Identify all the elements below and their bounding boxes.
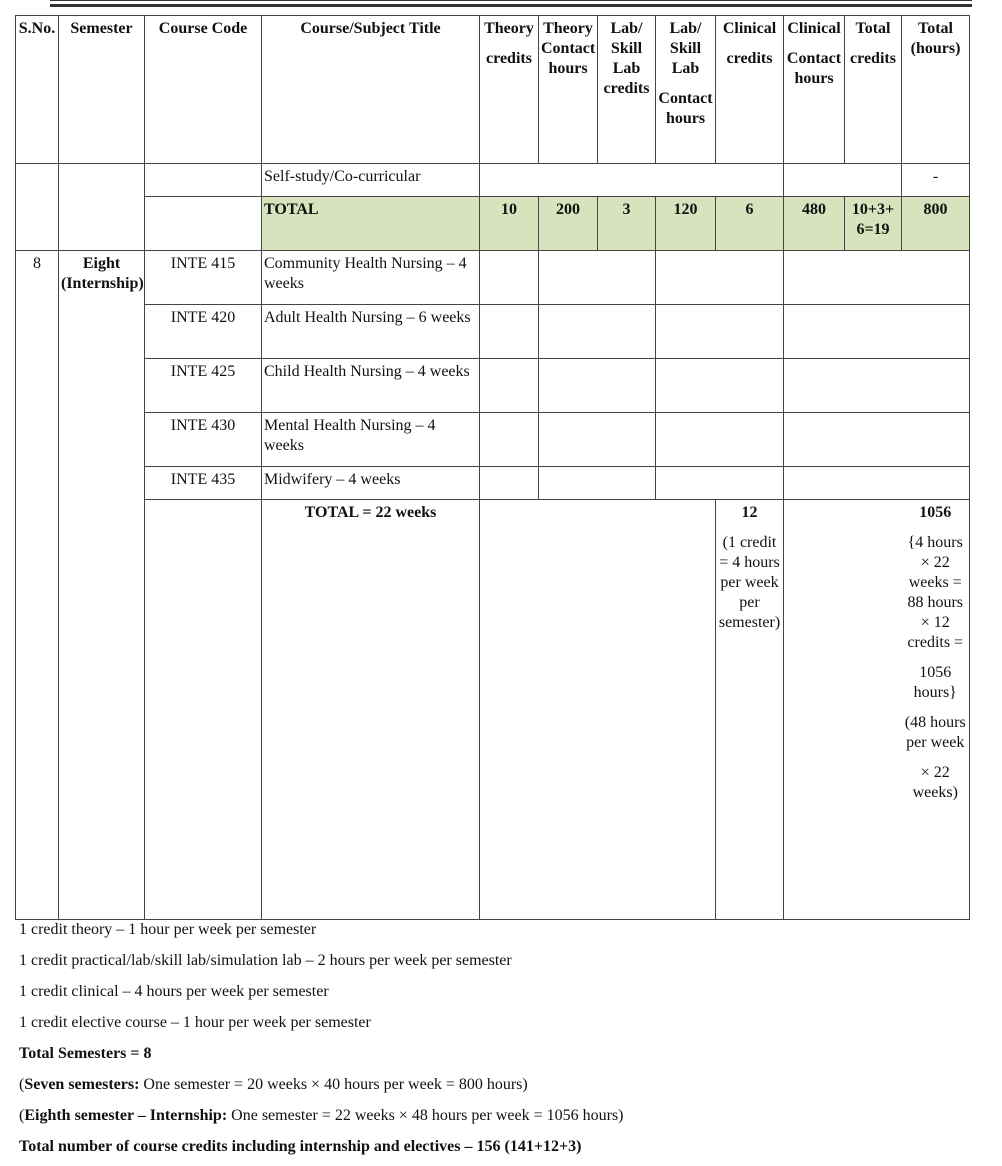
internship-clinical-credits: 12 (1 credit = 4 hours per week per semester) — [716, 500, 784, 920]
table-row — [16, 413, 970, 467]
course-title: Mental Health Nursing – 4 weeks — [262, 413, 480, 467]
top-rule-thin — [50, 0, 972, 1]
course-code: INTE 420 — [145, 305, 262, 359]
header-course-code: Course Code — [145, 16, 262, 164]
footnotes — [19, 918, 989, 1166]
total-hours: 800 — [902, 197, 970, 251]
header-sno: S.No. — [16, 16, 59, 164]
note-lab: 1 credit practical/lab/skill lab/simulation lab – 2 hours per week per semester — [19, 952, 512, 969]
course-code: INTE 430 — [145, 413, 262, 467]
header-clinical-contact: Clinical Contact hours — [784, 16, 845, 164]
course-code: INTE 425 — [145, 359, 262, 413]
course-code: INTE 415 — [145, 251, 262, 305]
self-study-row — [16, 164, 970, 197]
header-lab-contact: Lab/ Skill Lab Contact hours — [656, 16, 716, 164]
total-semesters: Total Semesters = 8 — [19, 1045, 152, 1062]
course-title: Child Health Nursing – 4 weeks — [262, 359, 480, 413]
course-title: Midwifery – 4 weeks — [262, 467, 480, 500]
total-lab-contact: 120 — [656, 197, 716, 251]
curriculum-table — [15, 15, 970, 920]
internship-total-label: TOTAL = 22 weeks — [262, 500, 480, 920]
course-title: Adult Health Nursing – 6 weeks — [262, 305, 480, 359]
total-credits-sum: 10+3+ 6=19 — [845, 197, 902, 251]
header-semester: Semester — [59, 16, 145, 164]
seven-semesters-note: (Seven semesters: One semester = 20 weeks × 40 hours per week = 800 hours) — [19, 1076, 528, 1093]
internship-total-row — [16, 500, 970, 920]
table-row — [16, 305, 970, 359]
self-study-total-hours: - — [902, 164, 970, 197]
header-theory-credits: Theory credits — [480, 16, 539, 164]
header-total-credits: Total credits — [845, 16, 902, 164]
total-course-credits: Total number of course credits including internship and electives – 156 (141+12+3) — [19, 1138, 582, 1155]
course-code: INTE 435 — [145, 467, 262, 500]
header-row — [16, 16, 970, 164]
eighth-semester-note: (Eighth semester – Internship: One semester = 22 weeks × 48 hours per week = 1056 hours) — [19, 1107, 624, 1124]
header-clinical-credits: Clinical credits — [716, 16, 784, 164]
total-clinical-credits: 6 — [716, 197, 784, 251]
total-label: TOTAL — [262, 197, 480, 251]
total-row — [16, 197, 970, 251]
header-course-title: Course/Subject Title — [262, 16, 480, 164]
note-elective: 1 credit elective course – 1 hour per week per semester — [19, 1014, 371, 1031]
internship-sno: 8 — [16, 251, 59, 920]
top-rule-thick — [50, 4, 972, 7]
internship-total-hours: 1056 {4 hours × 22 weeks = 88 hours × 12 credits = 1056 hours} (48 hours per week × 22 weeks) — [902, 500, 970, 920]
course-title: Community Health Nursing – 4 weeks — [262, 251, 480, 305]
total-clinical-contact: 480 — [784, 197, 845, 251]
table-row — [16, 359, 970, 413]
header-total-hours: Total (hours) — [902, 16, 970, 164]
total-lab-credits: 3 — [598, 197, 656, 251]
total-theory-credits: 10 — [480, 197, 539, 251]
note-clinical: 1 credit clinical – 4 hours per week per semester — [19, 983, 329, 1000]
header-lab-credits: Lab/ Skill Lab credits — [598, 16, 656, 164]
table-row — [16, 251, 970, 305]
header-theory-contact: Theory Contact hours — [539, 16, 598, 164]
table-row — [16, 467, 970, 500]
internship-semester: Eight (Internship) — [59, 251, 145, 920]
note-theory: 1 credit theory – 1 hour per week per semester — [19, 921, 317, 938]
total-theory-contact: 200 — [539, 197, 598, 251]
self-study-title: Self-study/Co-curricular — [262, 164, 480, 197]
